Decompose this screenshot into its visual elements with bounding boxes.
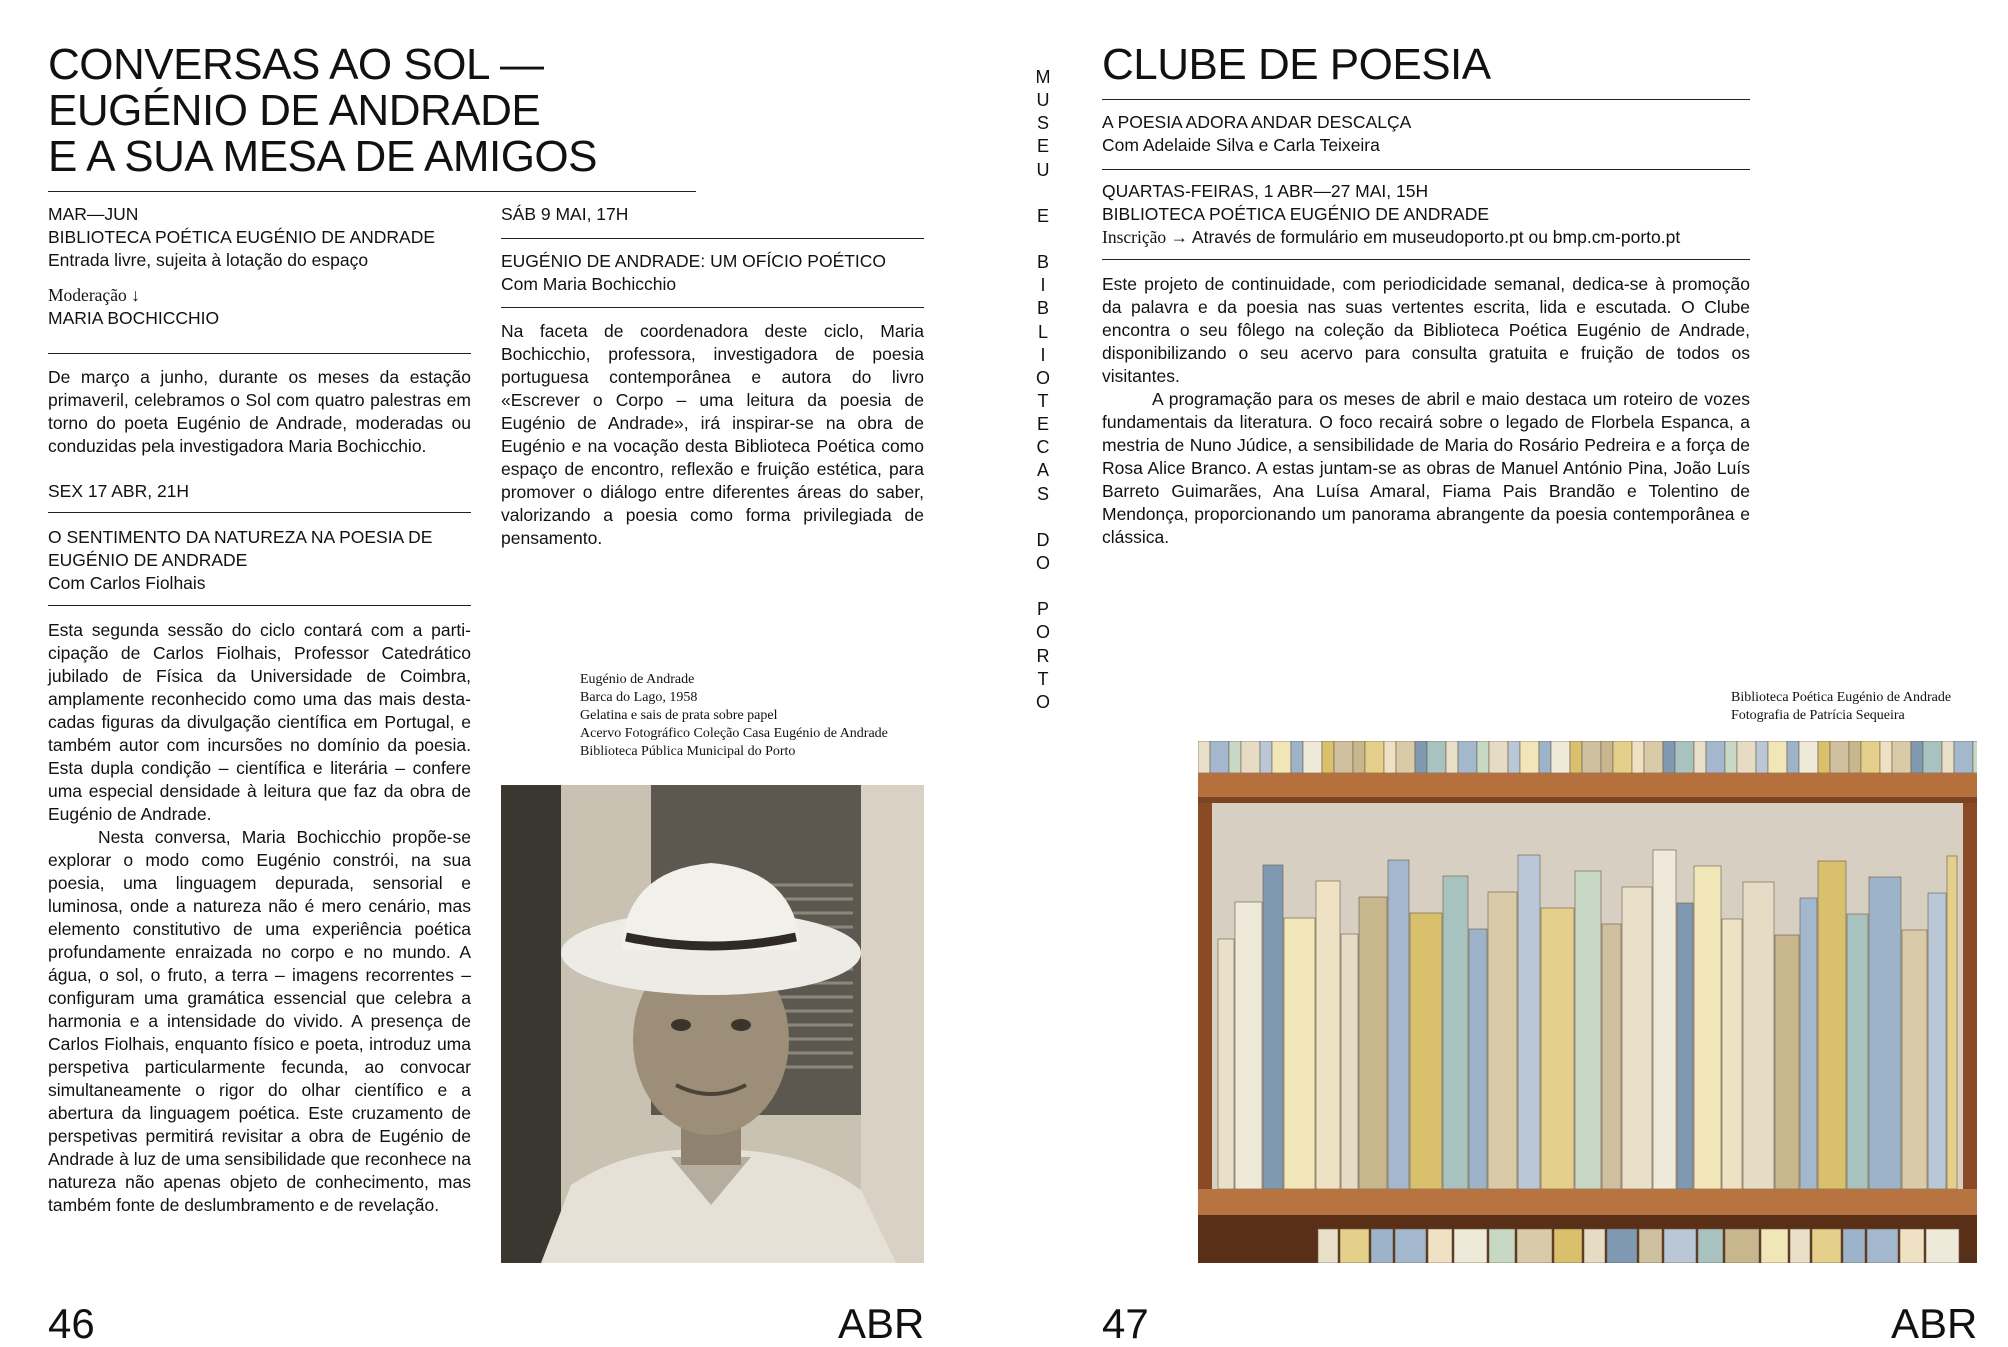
vertical-letter: L <box>1037 321 1048 342</box>
book-spine <box>1353 741 1365 773</box>
book-spine <box>1410 913 1442 1189</box>
book-spine <box>1334 741 1353 773</box>
session2-paragraph: Na faceta de coordenadora deste ciclo, Maria Bochicchio, professora, investigadora de poesia portuguesa contemporânea e autora do livro «Escrever o Corpo – uma leitura da poesia de Eugénio de Andrade», irá inspirar-se na obra de Eugénio e na vocação desta Biblioteca Poética como espaço de encontro, reflexão e fruição estética, para promover o diálogo entre diferentes áreas do saber, valorizando a poesia como forma privilegiada de pensamento. <box>501 321 924 548</box>
book-spine <box>1644 741 1663 773</box>
event-period: MAR—JUN <box>48 204 139 224</box>
book-spine <box>1787 741 1799 773</box>
book-spine <box>1743 882 1774 1189</box>
book-spine <box>1218 939 1234 1189</box>
right-month-label: ABR <box>1891 1300 1978 1347</box>
book-spine <box>1942 741 1954 773</box>
session1-heading <box>48 526 471 595</box>
book-spine <box>1291 741 1303 773</box>
registration-text: Através de formulário em museudoporto.pt ou bmp.cm-porto.pt <box>1191 227 1681 247</box>
book-spine <box>1947 856 1957 1189</box>
book-spine <box>1428 1229 1452 1263</box>
portrait-caption <box>580 671 888 761</box>
book-spine <box>1303 741 1322 773</box>
session2-date-divider <box>501 238 924 239</box>
session1-guest: Com Carlos Fiolhais <box>48 573 206 593</box>
book-spine <box>1198 741 1210 773</box>
vertical-letter: S <box>1036 113 1049 134</box>
book-spine <box>1318 1229 1338 1263</box>
book-spine <box>1613 741 1632 773</box>
book-spine <box>1847 914 1868 1189</box>
book-spine <box>1489 1229 1515 1263</box>
book-spine <box>1706 741 1725 773</box>
moderator-name: MARIA BOCHICCHIO <box>48 308 220 328</box>
book-spine <box>1477 741 1489 773</box>
session1-title-line-1: O SENTIMENTO DA NATUREZA NA POESIA DE <box>48 527 433 547</box>
club-title-divider <box>1102 99 1750 100</box>
book-spine <box>1365 741 1384 773</box>
book-spine <box>1284 918 1315 1189</box>
book-spine <box>1235 902 1262 1189</box>
portrait-caption-line-5: Biblioteca Pública Municipal do Porto <box>580 744 796 759</box>
book-spine <box>1694 866 1721 1189</box>
book-spine <box>1210 741 1229 773</box>
left-month-label: ABR <box>838 1300 925 1347</box>
vertical-letter: P <box>1036 599 1049 620</box>
book-spine <box>1518 855 1540 1189</box>
right-page-title <box>1102 42 1491 88</box>
book-spine <box>1849 741 1861 773</box>
vertical-letter: U <box>1036 90 1050 111</box>
session1-paragraph-1: Esta segunda sessão do ciclo contará com a participação de Carlos Fiolhais, Professor Catedrático jubilado de Física da Universidade de Coimbra, amplamente reconhecido como uma das mais destacadas figuras da divulgação científica em Portugal, e também autor com incursões no domínio da poesia. Esta dupla condição – científica e literária – confere uma especial densidade à leitura que faz da obra de Eugénio de Andrade. <box>48 620 471 824</box>
info-divider <box>48 353 471 354</box>
left-page-number: 46 <box>48 1300 95 1347</box>
book-spine <box>1260 741 1272 773</box>
book-spine <box>1539 741 1551 773</box>
book-spine <box>1902 930 1927 1189</box>
vertical-letter <box>1028 228 1058 251</box>
book-spine <box>1954 741 1973 773</box>
vertical-letter: O <box>1035 691 1050 712</box>
vertical-letter: U <box>1036 159 1050 180</box>
vertical-letter: B <box>1036 252 1049 273</box>
book-spine <box>1799 741 1818 773</box>
book-spine <box>1926 1229 1959 1263</box>
book-spine <box>1880 741 1892 773</box>
book-spine <box>1508 741 1520 773</box>
book-spine <box>1677 903 1693 1189</box>
book-spine <box>1602 924 1621 1189</box>
left-title-line-2: EUGÉNIO DE ANDRADE <box>48 86 541 135</box>
book-spine <box>1384 741 1396 773</box>
book-spine <box>1607 1229 1637 1263</box>
book-spine <box>1830 741 1849 773</box>
book-spine <box>1458 741 1477 773</box>
bookshelf-caption <box>1731 689 1951 725</box>
book-spine <box>1722 919 1742 1189</box>
book-spine <box>1415 741 1427 773</box>
book-spine <box>1632 741 1644 773</box>
book-spine <box>1698 1229 1723 1263</box>
book-spine <box>1341 934 1358 1189</box>
bookshelf-caption-line-2: Fotografia de Patrícia Sequeira <box>1731 708 1905 723</box>
book-spine <box>1241 741 1260 773</box>
club-hosts: Com Adelaide Silva e Carla Teixeira <box>1102 135 1380 155</box>
book-spine <box>1928 893 1946 1189</box>
book-spine <box>1575 871 1601 1189</box>
club-schedule: QUARTAS-FEIRAS, 1 ABR—27 MAI, 15H <box>1102 181 1429 201</box>
book-spine <box>1725 741 1737 773</box>
club-body <box>1102 273 1750 549</box>
bookshelf-photo <box>1198 741 1977 1263</box>
moderation-label: Moderação ↓ <box>48 285 140 305</box>
vertical-letter: T <box>1037 668 1049 689</box>
book-spine <box>1737 741 1756 773</box>
book-spine <box>1396 741 1415 773</box>
book-spine <box>1395 1229 1426 1263</box>
book-spine <box>1790 1229 1810 1263</box>
session2-heading <box>501 250 924 296</box>
session1-date-divider <box>48 512 471 513</box>
book-spine <box>1900 1229 1924 1263</box>
bookshelf-illustration <box>1198 741 1977 1263</box>
left-page-title <box>48 42 597 180</box>
book-spine <box>1601 741 1613 773</box>
book-spine <box>1446 741 1458 773</box>
portrait-illustration <box>501 785 924 1263</box>
book-spine <box>1229 741 1241 773</box>
book-spine <box>1520 741 1539 773</box>
vertical-letter: E <box>1036 136 1049 157</box>
book-spine <box>1371 1229 1393 1263</box>
book-spine <box>1584 1229 1605 1263</box>
session2-guest: Com Maria Bochicchio <box>501 274 677 294</box>
book-spine <box>1725 1229 1759 1263</box>
vertical-letter <box>1028 506 1058 529</box>
book-spine <box>1316 881 1340 1189</box>
vertical-letter: O <box>1035 367 1050 388</box>
book-spine <box>1663 741 1675 773</box>
event-entry: Entrada livre, sujeita à lotação do espaço <box>48 250 369 270</box>
book-spine <box>1664 1229 1696 1263</box>
book-spine <box>1653 850 1676 1189</box>
portrait-caption-line-2: Barca do Lago, 1958 <box>580 690 698 705</box>
portrait-photo <box>501 785 924 1263</box>
session2-title: EUGÉNIO DE ANDRADE: UM OFÍCIO POÉTICO <box>501 251 887 271</box>
vertical-letter <box>1028 575 1058 598</box>
session2-date: SÁB 9 MAI, 17H <box>501 204 629 224</box>
book-spine <box>1923 741 1942 773</box>
book-spine <box>1454 1229 1487 1263</box>
book-spine <box>1694 741 1706 773</box>
book-spine <box>1818 741 1830 773</box>
vertical-letter: R <box>1036 645 1050 666</box>
book-spine <box>1469 929 1487 1189</box>
book-spine <box>1768 741 1787 773</box>
portrait-caption-line-1: Eugénio de Andrade <box>580 672 695 687</box>
vertical-letter: E <box>1036 414 1049 435</box>
club-registration <box>1102 226 1680 249</box>
club-title: CLUBE DE POESIA <box>1102 40 1491 89</box>
event-info <box>48 203 471 330</box>
book-spine <box>1800 898 1817 1189</box>
session1-paragraph-2: Nesta conversa, Maria Bochicchio propõe-se explorar o modo como Eugénio constrói, na sua poesia, uma linguagem depurada, sensorial e luminosa, onde a natureza não é mero cenário, mas elemento constitutivo de uma experiência poética profundamente enraizada no corpo e no mundo. A água, o sol, o fruto, a terra – imagens recorrentes – configuram uma gramática essencial que celebra a harmonia e a intensidade do vivido. A presença de Carlos Fiolhais, enquanto físico e poeta, introduz uma perspetiva particularmente fecunda, ao convocar simultaneamente o rigor do olhar científico e a abertura da linguagem poética. Este cruzamento de perspetivas permitirá revisitar a obra de Eugénio de Andrade à luz de uma sensibilidade que reconhece na natureza não apenas objeto de conhecimento, mas também fonte de deslumbramento e de revelação. <box>48 827 471 1215</box>
book-spine <box>1892 741 1911 773</box>
book-spine <box>1517 1229 1552 1263</box>
book-spine <box>1340 1229 1369 1263</box>
club-subtitle-block <box>1102 111 1411 157</box>
portrait-caption-line-3: Gelatina e sais de prata sobre papel <box>580 708 778 723</box>
vertical-letter: A <box>1036 460 1049 481</box>
vertical-letter: B <box>1036 298 1049 319</box>
book-spine <box>1622 887 1652 1189</box>
book-spine <box>1322 741 1334 773</box>
book-spine <box>1761 1229 1788 1263</box>
book-spine <box>1775 935 1799 1189</box>
right-page-number: 47 <box>1102 1300 1149 1347</box>
book-spine <box>1812 1229 1841 1263</box>
session1-heading-divider <box>48 605 471 606</box>
portrait-caption-line-4: Acervo Fotográfico Coleção Casa Eugénio de Andrade <box>580 726 888 741</box>
vertical-letter: T <box>1037 390 1049 411</box>
book-spine <box>1582 741 1601 773</box>
vertical-letter: S <box>1036 483 1049 504</box>
book-spine <box>1867 1229 1898 1263</box>
club-paragraph-1: Este projeto de continuidade, com periodicidade semanal, dedica-se à promoção da palavra e da poesia nas suas vertentes escrita, lida e escutada. O Clube encontra o seu fôlego na coleção da Biblioteca Poética Eugénio de Andrade, disponibilizando o seu acervo para consulta gratuita e fruição de todos os visitantes. <box>1102 274 1750 386</box>
vertical-museum-label <box>1028 66 1058 714</box>
event-venue: BIBLIOTECA POÉTICA EUGÉNIO DE ANDRADE <box>48 227 436 247</box>
session1-body <box>48 619 471 1217</box>
session2-heading-divider <box>501 307 924 308</box>
intro-paragraph: De março a junho, durante os meses da estação primaveril, celebramos o Sol com quatro palestras em torno do poeta Eugénio de Andrade, moderadas ou conduzidas pela investigadora Maria Bochicchio. <box>48 367 471 456</box>
book-spine <box>1427 741 1446 773</box>
registration-label: Inscrição → <box>1102 227 1189 247</box>
club-subtitle-divider <box>1102 169 1750 170</box>
book-spine <box>1869 877 1901 1189</box>
book-spine <box>1973 741 1977 773</box>
left-title-line-1: CONVERSAS AO SOL — <box>48 40 544 89</box>
book-spine <box>1272 741 1291 773</box>
book-spine <box>1551 741 1570 773</box>
vertical-letter: M <box>1035 67 1051 87</box>
club-info <box>1102 180 1680 249</box>
vertical-letter: I <box>1040 275 1046 296</box>
club-paragraph-2: A programação para os meses de abril e maio destaca um roteiro de vozes fundamentais da literatura. O foco recairá sobre o legado de Florbela Espanca, a mestria de Nuno Júdice, a sensibilidade de Maria do Rosário Pedreira e a força de Rosa Alice Branco. A estas juntam-se as obras de Manuel António Pina, João Luís Barreto Guimarães, Ana Luísa Amaral, Fiama Pais Brandão e Tolentino de Mendonça, proporcionando um panorama abrangente da poesia contemporânea e clássica. <box>1102 389 1750 547</box>
vertical-letter: I <box>1040 344 1046 365</box>
book-spine <box>1843 1229 1865 1263</box>
session1-date: SEX 17 ABR, 21H <box>48 481 190 501</box>
book-spine <box>1554 1229 1582 1263</box>
club-subtitle: A POESIA ADORA ANDAR DESCALÇA <box>1102 112 1412 132</box>
book-spine <box>1443 876 1468 1189</box>
book-spine <box>1911 741 1923 773</box>
club-info-divider <box>1102 259 1750 260</box>
book-spine <box>1263 865 1283 1189</box>
vertical-letter: O <box>1035 552 1050 573</box>
vertical-letter: O <box>1035 622 1050 643</box>
book-spine <box>1388 860 1409 1189</box>
book-spine <box>1488 892 1517 1189</box>
vertical-letter <box>1028 182 1058 205</box>
book-spine <box>1639 1229 1662 1263</box>
title-divider <box>48 191 696 192</box>
book-spine <box>1541 908 1574 1189</box>
book-spine <box>1359 897 1387 1189</box>
book-spine <box>1570 741 1582 773</box>
club-venue: BIBLIOTECA POÉTICA EUGÉNIO DE ANDRADE <box>1102 204 1490 224</box>
book-spine <box>1756 741 1768 773</box>
vertical-letter: E <box>1036 205 1049 226</box>
book-spine <box>1489 741 1508 773</box>
vertical-letter: C <box>1036 437 1050 458</box>
book-spine <box>1818 861 1846 1189</box>
left-title-line-3: E A SUA MESA DE AMIGOS <box>48 132 597 181</box>
bookshelf-caption-line-1: Biblioteca Poética Eugénio de Andrade <box>1731 690 1952 705</box>
book-spine <box>1675 741 1694 773</box>
vertical-letter: D <box>1036 529 1050 550</box>
book-spine <box>1861 741 1880 773</box>
session1-title-line-2: EUGÉNIO DE ANDRADE <box>48 550 248 570</box>
